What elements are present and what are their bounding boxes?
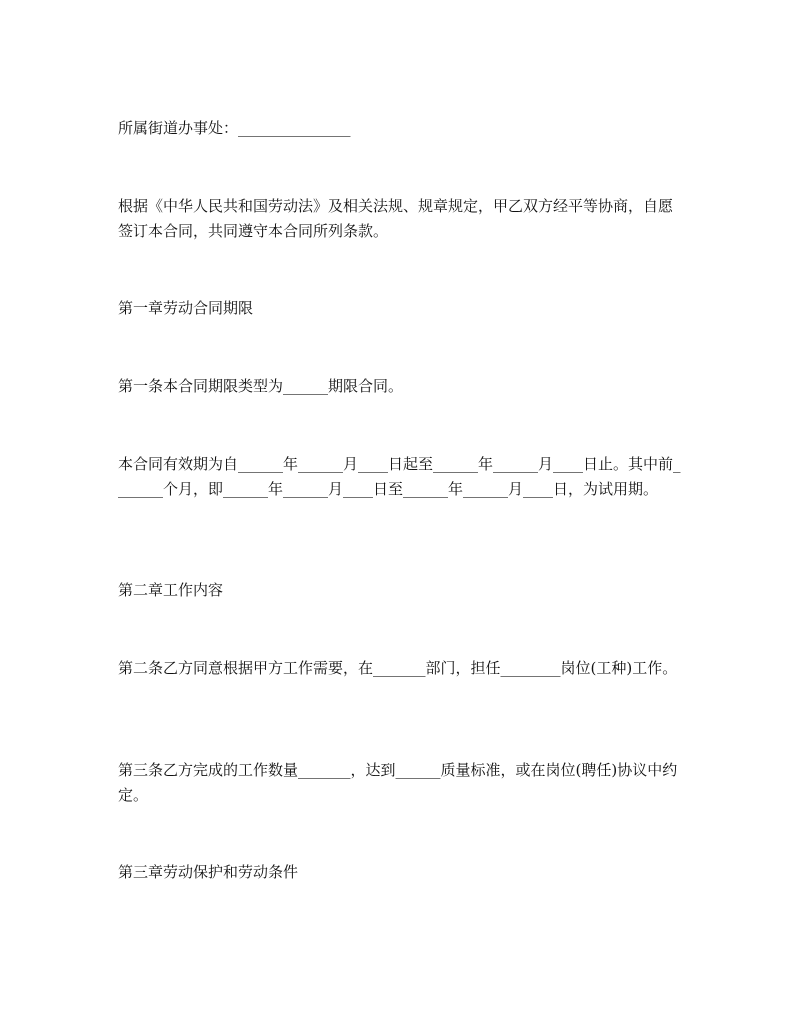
contract-preamble: 根据《中华人民共和国劳动法》及相关法规、规章规定，甲乙双方经平等协商，自愿签订本合同，共同遵守本合同所列条款。 (118, 197, 674, 240)
article-2-job-position: 第二条乙方同意根据甲方工作需要，在_______部门，担任________岗位(工种)工作。 (118, 659, 678, 677)
chapter-3-heading: 第三章劳动保护和劳动条件 (118, 863, 299, 881)
chapter-1-heading: 第一章劳动合同期限 (118, 299, 254, 317)
contract-validity-period: 本合同有效期为自______年______月____日起至______年______月____日止。其中前_______个月，即______年______月____日至______年______月____日，为试用期。 (118, 455, 681, 498)
article-1-contract-type: 第一条本合同期限类型为______期限合同。 (118, 377, 404, 395)
chapter-2-heading: 第二章工作内容 (118, 581, 224, 599)
street-office-field-line: 所属街道办事处：_______________ (118, 119, 351, 137)
article-3-work-quantity: 第三条乙方完成的工作数量_______，达到______质量标准，或在岗位(聘任)协议中约定。 (118, 761, 678, 804)
